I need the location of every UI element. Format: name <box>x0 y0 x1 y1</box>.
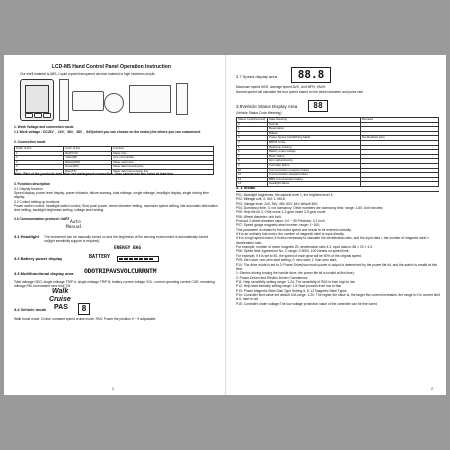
table-cell: turn malfunctioning <box>268 159 361 164</box>
lcd-auto-label: Auto <box>70 220 81 225</box>
table-cell: 7 <box>237 154 268 159</box>
lcd-battery-label: BATTERY <box>89 254 111 260</box>
table-cell: Meter data receiving line <box>112 165 214 170</box>
param-line: 1: Electric driving turning the handle drive, the power file bit is invalid at this time). <box>236 271 355 276</box>
status-lcd-display: 88 <box>308 100 328 112</box>
device-side-drawing <box>59 79 69 121</box>
table-cell: Communication reception failure <box>268 168 361 173</box>
table-cell: 6 <box>237 150 268 155</box>
page-number: 2 <box>431 386 433 391</box>
section3-heading: 3. Function description <box>14 182 51 186</box>
device-button <box>34 113 42 118</box>
table-cell: Yellow(B) <box>64 156 112 161</box>
param-line: P03: Voltage level: 24V, 36V, 48V, 60V, 64V default 36V; <box>236 201 319 206</box>
table-note: Note: Part of the products lead wire use waterproof connection. User cannot see the color of lead line. <box>14 172 174 176</box>
device-front-drawing <box>20 79 54 121</box>
param-line: P10: The drive mode is set to 0: Power Drive(how much power is output is determined by the power file bit, and the switch is invalid at this time. <box>236 262 437 271</box>
table-cell: Reservation <box>268 127 361 132</box>
device-screen <box>25 85 49 113</box>
table-cell: 5 <box>237 145 268 150</box>
table-cell: Normal <box>268 122 361 127</box>
func-line: 3.1 Display function <box>14 187 43 191</box>
param-line: P02: Mileage unit, 0: KM; 1: MILE; <box>236 197 287 202</box>
param-line: P12: Help start intensity setting range: 1-5 Start process from low to fear <box>236 284 342 289</box>
battery-bar-icon <box>117 256 159 262</box>
document-title: LCD-M5 Hand Control Panel Operation Instruction <box>52 64 171 70</box>
lcd-cruise-label: Cruise <box>49 296 71 303</box>
status-label: 3.8Vehicle Status Display Area <box>236 104 298 109</box>
param-line: P01: Backlight brightness, the darkest level 1, the brightest level 3; <box>236 193 334 197</box>
device-mount-drawing <box>176 83 188 115</box>
func-line: 3.2 Control setting up functions <box>14 200 60 204</box>
table-cell: 4 <box>237 140 268 145</box>
page-number: 1 <box>112 386 114 391</box>
table-cell: 2 <box>237 131 268 136</box>
table-header: State Meaning <box>268 118 361 123</box>
multi-text: Total mileage ODO, single mileage TRIP A, single mileage TRIP B, battery current voltage VOL, current operating current CUR, remaining mileage RM, tournament race time TM. <box>14 280 215 289</box>
table-cell: 5 <box>15 169 64 174</box>
table-cell: 9 <box>237 163 268 168</box>
param-list <box>236 193 440 306</box>
param-line: P05: Help file bit 3, 0 file mode 1-3 gear mode 2-9 gear mode <box>236 210 326 215</box>
table-cell: Green(RX) <box>64 165 112 170</box>
param-line: For example, if it is set to 50, the speed of each gear will be 50% of the original speed. <box>236 253 362 258</box>
intro-text: Our shell material is ABS, Liquid crystal transparent window material is high hardness acrylic. <box>20 72 156 76</box>
speed-label: 3.7 Speed display area <box>236 74 277 79</box>
table-cell: 1 <box>237 127 268 132</box>
table-cell: 11 <box>237 173 268 178</box>
lcd-multi-display: ODOTRIPAVSVOLCURRNTM <box>84 267 157 275</box>
table-cell: 10 <box>237 168 268 173</box>
lcd-manual-label: Manual <box>66 225 83 230</box>
table-cell: 4 <box>15 165 64 170</box>
table-header: Status Code(Decimal) <box>237 118 268 123</box>
table-cell <box>361 182 439 187</box>
install-heading: 3. 1 install <box>236 185 256 190</box>
lcd-pas-label: PAS <box>54 304 68 311</box>
param-line: 2: Power-Driven and Electric-Driven Coexistence <box>236 275 308 280</box>
param-line: P09: Zero start, non-zero start setting, 0: zero start; 1: Non-zero start; <box>236 258 338 263</box>
headlight-text: The instrument can be manually turned on and the brightness of the sensing environment is automatically turned on(light sensitivity support is required). <box>44 235 209 244</box>
vehicle-label: 3.4 Vehicle mode <box>14 307 47 312</box>
table-header: Remarks <box>361 118 439 123</box>
func-line: Speed display, power level display, power indicator, failure warning, total mileage, single mileage, headlight display, single driving time display. <box>14 191 209 200</box>
connection-table <box>14 146 214 175</box>
table-cell: Black(GND) <box>64 160 112 165</box>
table-cell: 13 <box>237 182 268 187</box>
param-line: P11: Help sensitivity setting range: 1-24; The sensitivity of PAS is from high to low <box>236 279 355 284</box>
param-line: Protocol 2 wheel diameter value: 0.0 ~ 50 Precision: 0.1 inch <box>236 219 325 224</box>
table-cell: Headlight failure <box>268 182 361 187</box>
param-line: P13: Power Magnetic Steel Disk Type Setting 5, 8, 12 Magnetic Steel Types <box>236 288 347 293</box>
lcd-walk-label: Walk <box>52 288 69 295</box>
func-line: 3.3 Communication protocol: UART <box>14 217 70 221</box>
table-cell: Meter wire <box>112 151 214 156</box>
table-cell: Brakes <box>268 131 361 136</box>
table-header: Function <box>112 147 214 152</box>
table-row <box>237 182 439 187</box>
device-dimension-drawing <box>129 85 171 113</box>
lcd-energy-label: ENERGY BAG <box>114 246 142 251</box>
table-cell: Controller failure <box>268 163 361 168</box>
table-cell: 3 <box>237 136 268 141</box>
param-line: P14: Controller limit value set default 10A range: 1-20; The higher the value is, the larger the current increases, the range is 0 in current limit is 0; start is not <box>236 292 440 302</box>
device-clamp-drawing <box>104 93 124 113</box>
param-line: P04: Dormancy time, 0, not dormancy; Other numbers are dormancy time, range: 1-60; Unit minutes; <box>236 206 384 211</box>
table-header: Order of line <box>15 147 64 152</box>
param-line: For example, number of motor magnets 20, deceleration ratio 4.3, input data is: 86 = 20 × 4.3 <box>236 245 372 250</box>
table-cell: Red(VCC) <box>64 151 112 156</box>
speed-lcd-display: 88.8 <box>291 67 331 83</box>
multi-label: 3.3 Multifunctional display area <box>14 271 74 276</box>
table-cell: 12 <box>237 177 268 182</box>
table-header: Color of line <box>64 147 112 152</box>
vehicle-text: Walk boost mode, Cruise: constant speed cruise mode, PAS: Power the position 0 ~ 9 adjustable; <box>14 317 157 321</box>
table-cell: 1 <box>15 151 64 156</box>
param-line: P07: Speed gauge magnetic steel number: range: 1~100; <box>236 223 320 228</box>
status-table <box>236 117 439 187</box>
param-line: P08: Speed limit: Agreement No. 2: range: 0-9000, 100 means no speed limit. <box>236 249 350 254</box>
table-cell: Power Sensor Fault(Riding Mark) <box>268 136 361 141</box>
headlight-label: 3.1 Headlight <box>14 234 39 239</box>
section1-heading: 1. Work Voltage and connection mode <box>14 125 74 129</box>
section1-text: 1.1 Work voltage : DC24V 、24V、36V、48V 、64V(which you can choose on the motor),the others you can customized. <box>14 130 201 134</box>
device-button <box>43 113 51 118</box>
table-cell: Battery under-voltage <box>268 150 361 155</box>
page-left <box>4 55 225 395</box>
table-cell: 86Drift cruise <box>268 140 361 145</box>
page-right <box>225 55 447 395</box>
param-line: If it is a high-speed motor, it is also necessary to calculate the deceleration ratio, and the input data = the number of magnetic steel × deceleration ratio. <box>236 236 430 245</box>
param-line: P15: Controller under voltage;The low voltage protection value of the controller can be fine tuned <box>236 301 377 306</box>
table-cell: Blue(TX) <box>64 169 112 174</box>
param-line: This parameter is related to the motor speed and needs to be entered correctly. <box>236 227 352 232</box>
table-cell: BMS communication failure <box>268 177 361 182</box>
table-cell: 3 <box>15 160 64 165</box>
table-cell: Motor failure <box>268 154 361 159</box>
param-line: P06: Wheel diameter: unit inch, <box>236 214 282 219</box>
section2-heading: 2. Connection mode <box>14 140 46 144</box>
table-cell: Meter data transmission line <box>112 169 214 174</box>
func-line: Power switch control, headlight switch control, Slow push power, wheel diameter setting, maximum speed setting, idle automatic hibernation time setting, backlight brightness setting, voltage level setting. <box>14 204 218 213</box>
table-cell: Not Realized Here <box>361 136 439 141</box>
document-spread <box>4 55 446 395</box>
table-cell: 2 <box>15 156 64 161</box>
table-cell: 0 <box>237 122 268 127</box>
param-line: If it is an ordinary hub motor, the number of magnetic steel is input directly. <box>236 232 345 237</box>
table-cell: 8 <box>237 159 268 164</box>
table-cell: Meter earth wire <box>112 160 214 165</box>
status-sub: (Vehicle Status Code Meaning) <box>236 111 282 115</box>
pas-level-icon: 8 <box>78 303 90 315</box>
speed-text-2: Normal speed will calculate the true speed based on the wheel diameter and pulse rate. <box>236 90 364 94</box>
device-bracket-drawing <box>72 91 104 111</box>
speed-text: Maximum speed MXS, average speed AVS, Unit MPH, KM/H. <box>236 85 326 89</box>
table-cell: Real-time cruising <box>268 145 361 150</box>
battery-label: 3.2 Battery power display <box>14 256 63 261</box>
table-cell: Communication dispatch failure <box>268 173 361 178</box>
device-button <box>25 113 33 118</box>
table-cell: wire of Controller <box>112 156 214 161</box>
divider <box>236 191 439 192</box>
